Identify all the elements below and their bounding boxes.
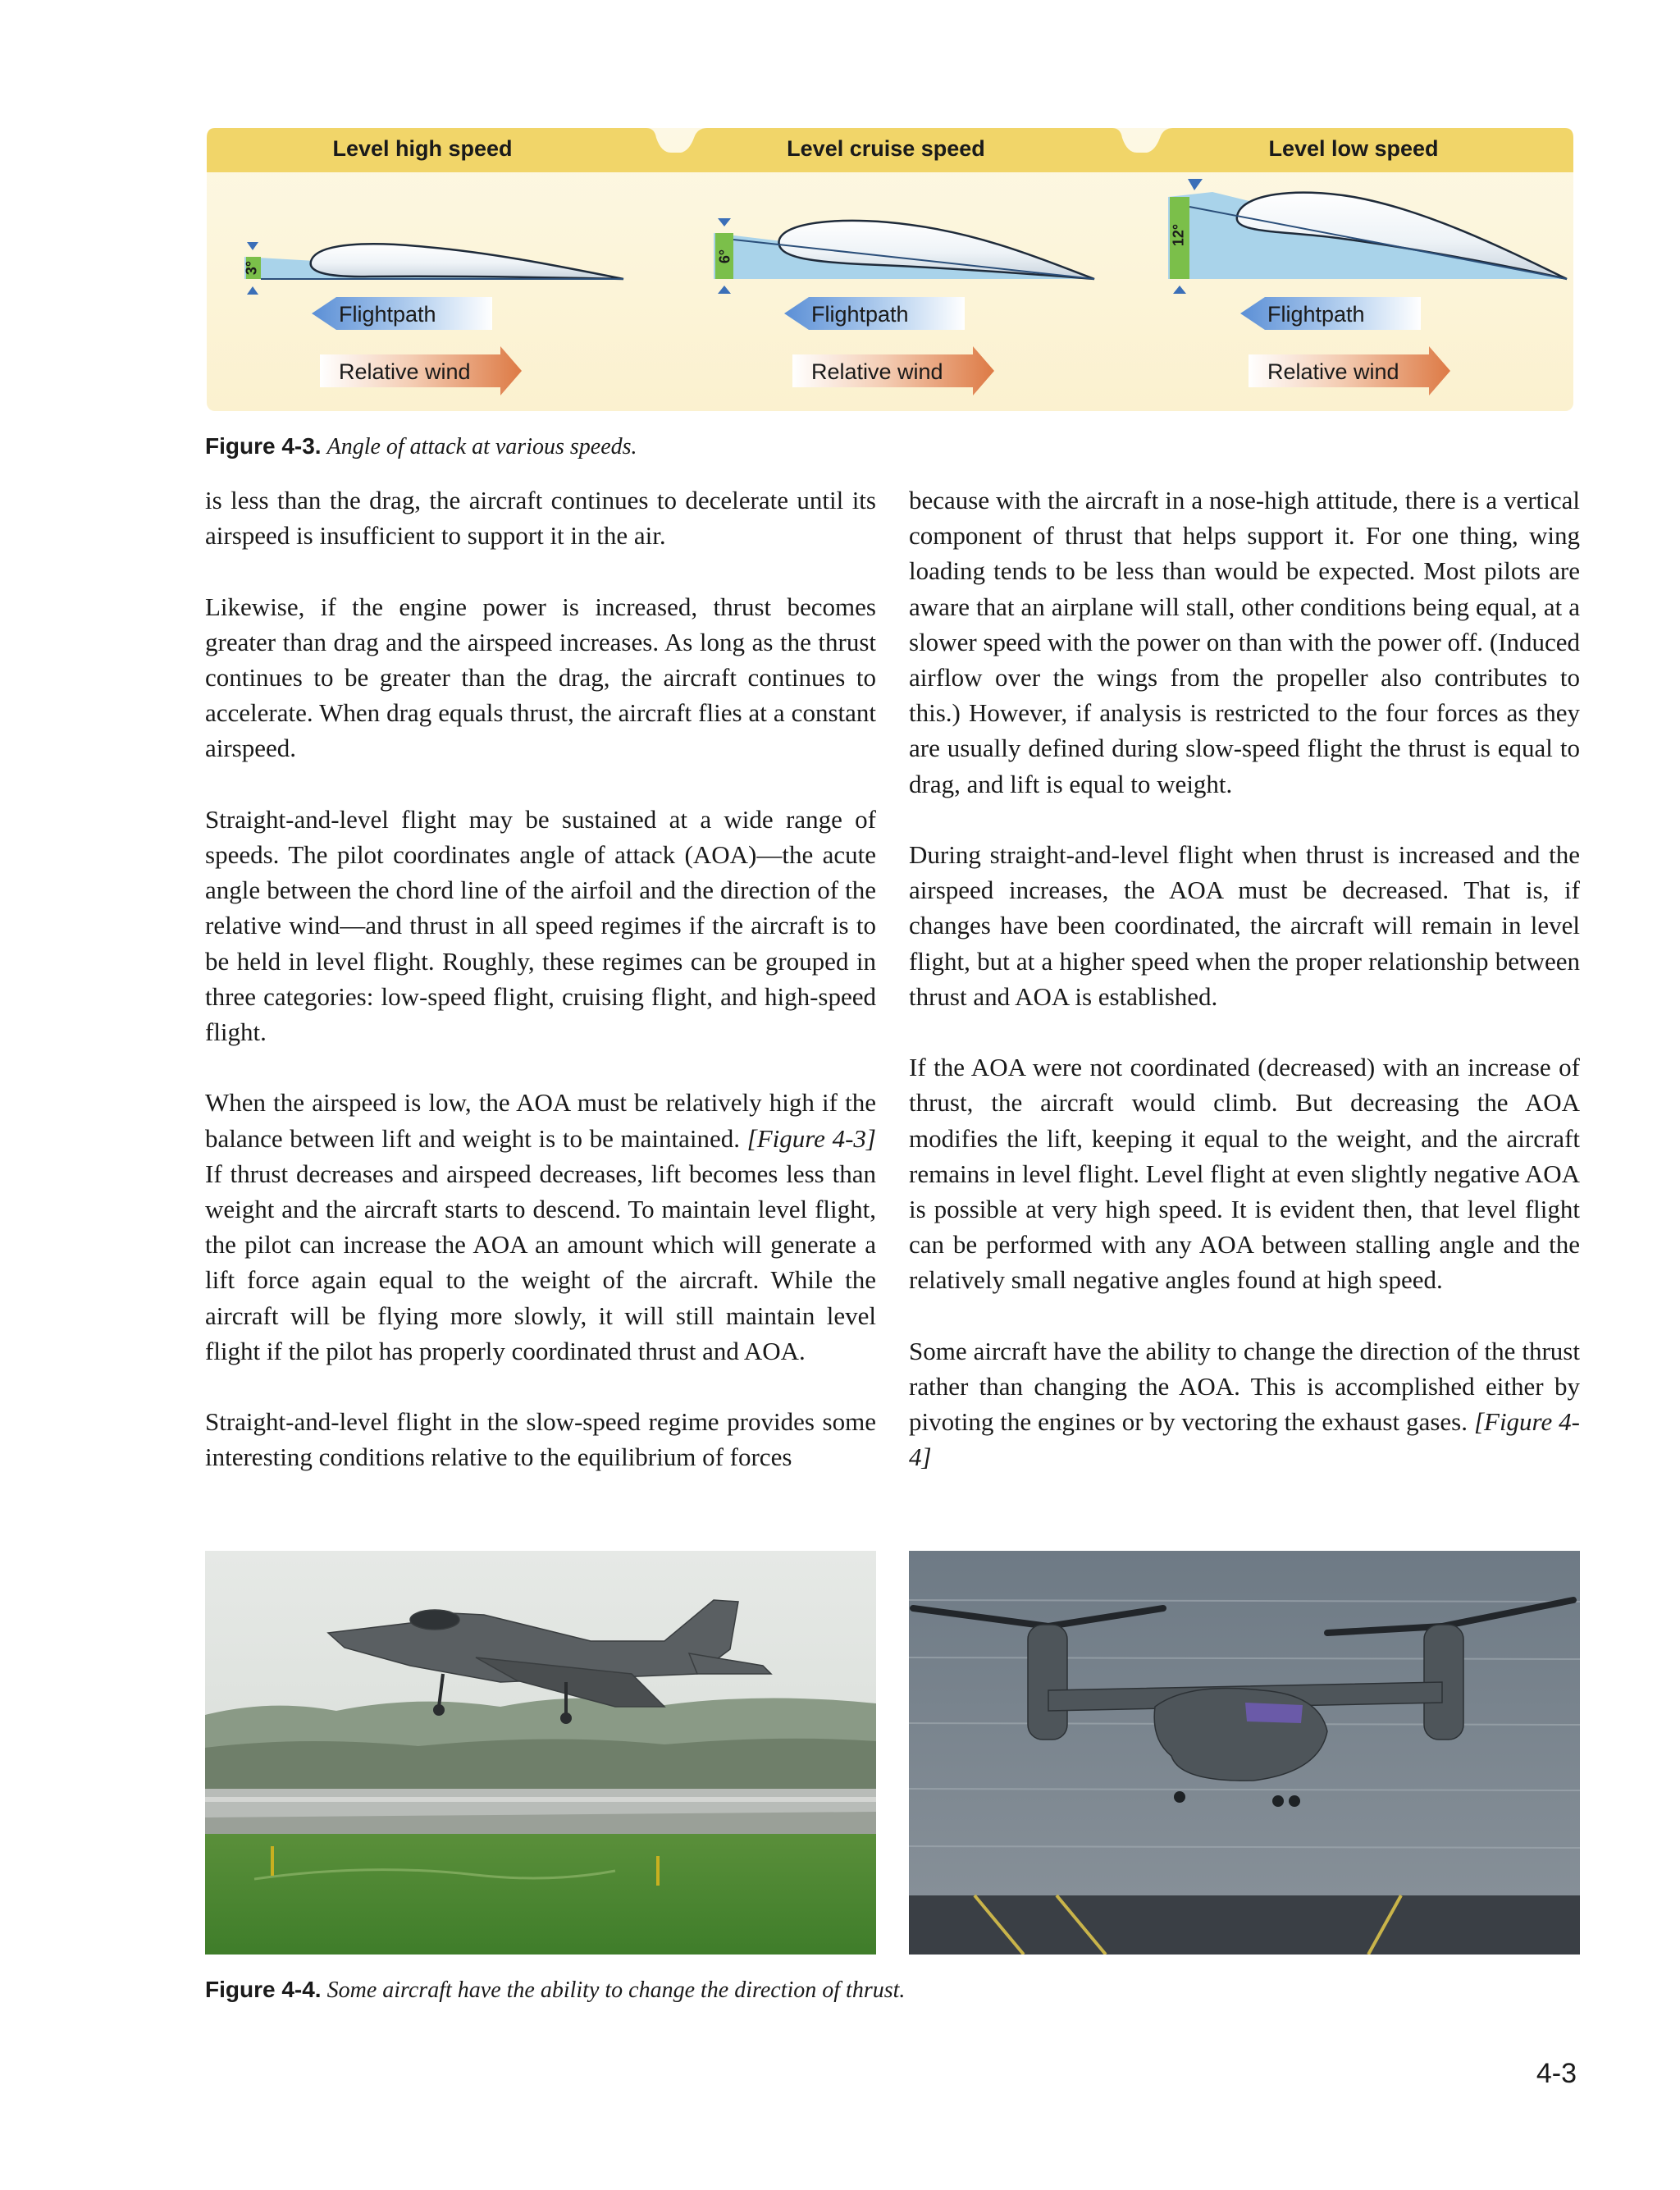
- angle-label-3: 3°: [243, 260, 260, 276]
- page-number: 4-3: [1536, 2058, 1577, 2089]
- angle-label-12: 12°: [1170, 223, 1187, 247]
- relative-wind-label: Relative wind: [811, 359, 943, 384]
- flightpath-label: Flightpath: [811, 302, 909, 327]
- figure-4-3: [205, 128, 1575, 411]
- figure-4-4-label: Figure 4-4.: [205, 1977, 322, 2002]
- paragraph-text: Some aircraft have the ability to change the direction of the thrust rather than changing the AOA. This is accomplished either by pivoting the engines or by vectoring the exhaust gases.: [909, 1336, 1580, 1437]
- paragraph: Straight-and-level flight in the slow-speed regime provides some interesting conditions relative to the equilibrium of forces: [205, 1407, 876, 1472]
- figure-4-4-caption-text: Some aircraft have the ability to change the direction of thrust.: [326, 1977, 906, 2003]
- figure-reference: [Figure 4-4]: [909, 1407, 1581, 1472]
- paragraph-text: When the airspeed is low, the AOA must be relatively high if the balance between lift and weight is to be maintained.: [205, 1088, 876, 1153]
- osprey-tiltrotor-image: [909, 1551, 1580, 1955]
- osprey-tiltrotor-photo: [909, 1551, 1580, 1955]
- figure-4-3-caption-text: Angle of attack at various speeds.: [326, 434, 637, 459]
- angle-label-6: 6°: [716, 249, 733, 264]
- figure-4-3-caption: [205, 433, 637, 460]
- figure-reference: [Figure 4-3]: [746, 1123, 876, 1153]
- right-column: [909, 482, 1580, 1511]
- harrier-jet-photo: [205, 1551, 876, 1955]
- panel-title-low-speed: Level low speed: [1268, 136, 1439, 161]
- paragraph-text: If thrust decreases and airspeed decreases, lift becomes less than weight and the aircraft starts to descend. To maintain level flight, the pilot can increase the AOA an amount which will generate a lift force again equal to the weight of the aircraft. While the aircraft will be flying more slowly, it will still maintain level flight if the pilot has properly coordinated thrust and AOA.: [205, 1159, 876, 1365]
- paragraph: Likewise, if the engine power is increased, thrust becomes greater than drag and the airspeed increases. As long as the thrust continues to be greater than the drag, the aircraft continues to accelerate. When drag equals thrust, the aircraft flies at a constant airspeed.: [205, 592, 876, 763]
- figure-4-4-caption: [205, 1977, 905, 2004]
- paragraph: because with the aircraft in a nose-high attitude, there is a vertical component of thrust that helps support it. For one thing, wing loading tends to be less than would be expected. Most pilots are aware that an airplane will stall, other conditions being equal, at a slower speed with the power on than with the power off. (Induced airflow over the wings from the propeller also contributes to this.) However, if analysis is restricted to the four forces as they are usually defined during slow-speed flight the thrust is equal to drag, and lift is equal to weight.: [909, 486, 1580, 798]
- paragraph: Straight-and-level flight may be sustained at a wide range of speeds. The pilot coordinates angle of attack (AOA)—the acute angle between the chord line of the airfoil and the direction of the relative wind—and thrust in all speed regimes if the aircraft is to be held in level flight. Roughly, these regimes can be grouped in three categories: low-speed flight, cruising flight, and high-speed flight.: [205, 804, 876, 1047]
- figure-4-3-label: Figure 4-3.: [205, 433, 322, 459]
- flightpath-label: Flightpath: [1267, 302, 1365, 327]
- left-column: [205, 482, 876, 1511]
- paragraph: is less than the drag, the aircraft continues to decelerate until its airspeed is insufficient to support it in the air.: [205, 486, 876, 551]
- flightpath-label: Flightpath: [339, 302, 436, 327]
- paragraph: If the AOA were not coordinated (decreased) with an increase of thrust, the aircraft would climb. But decreasing the AOA modifies the lift, keeping it equal to the weight, and the aircraft remains in level flight. Level flight at even slightly negative AOA is possible at very high speed. It is evident then, that level flight can be performed with any AOA between stalling angle and the relatively small negative angles found at high speed.: [909, 1053, 1580, 1295]
- paragraph: [205, 1085, 876, 1369]
- paragraph: During straight-and-level flight when thrust is increased and the airspeed increases, the AOA must be decreased. That is, if changes have been coordinated, the aircraft will remain in level flight, but at a higher speed when the proper relationship between thrust and AOA is established.: [909, 840, 1580, 1011]
- panel-title-high-speed: Level high speed: [332, 136, 513, 161]
- relative-wind-label: Relative wind: [339, 359, 471, 384]
- paragraph: [909, 1333, 1580, 1475]
- relative-wind-label: Relative wind: [1267, 359, 1399, 384]
- panel-title-cruise-speed: Level cruise speed: [787, 136, 985, 161]
- harrier-jet-image: [205, 1551, 876, 1955]
